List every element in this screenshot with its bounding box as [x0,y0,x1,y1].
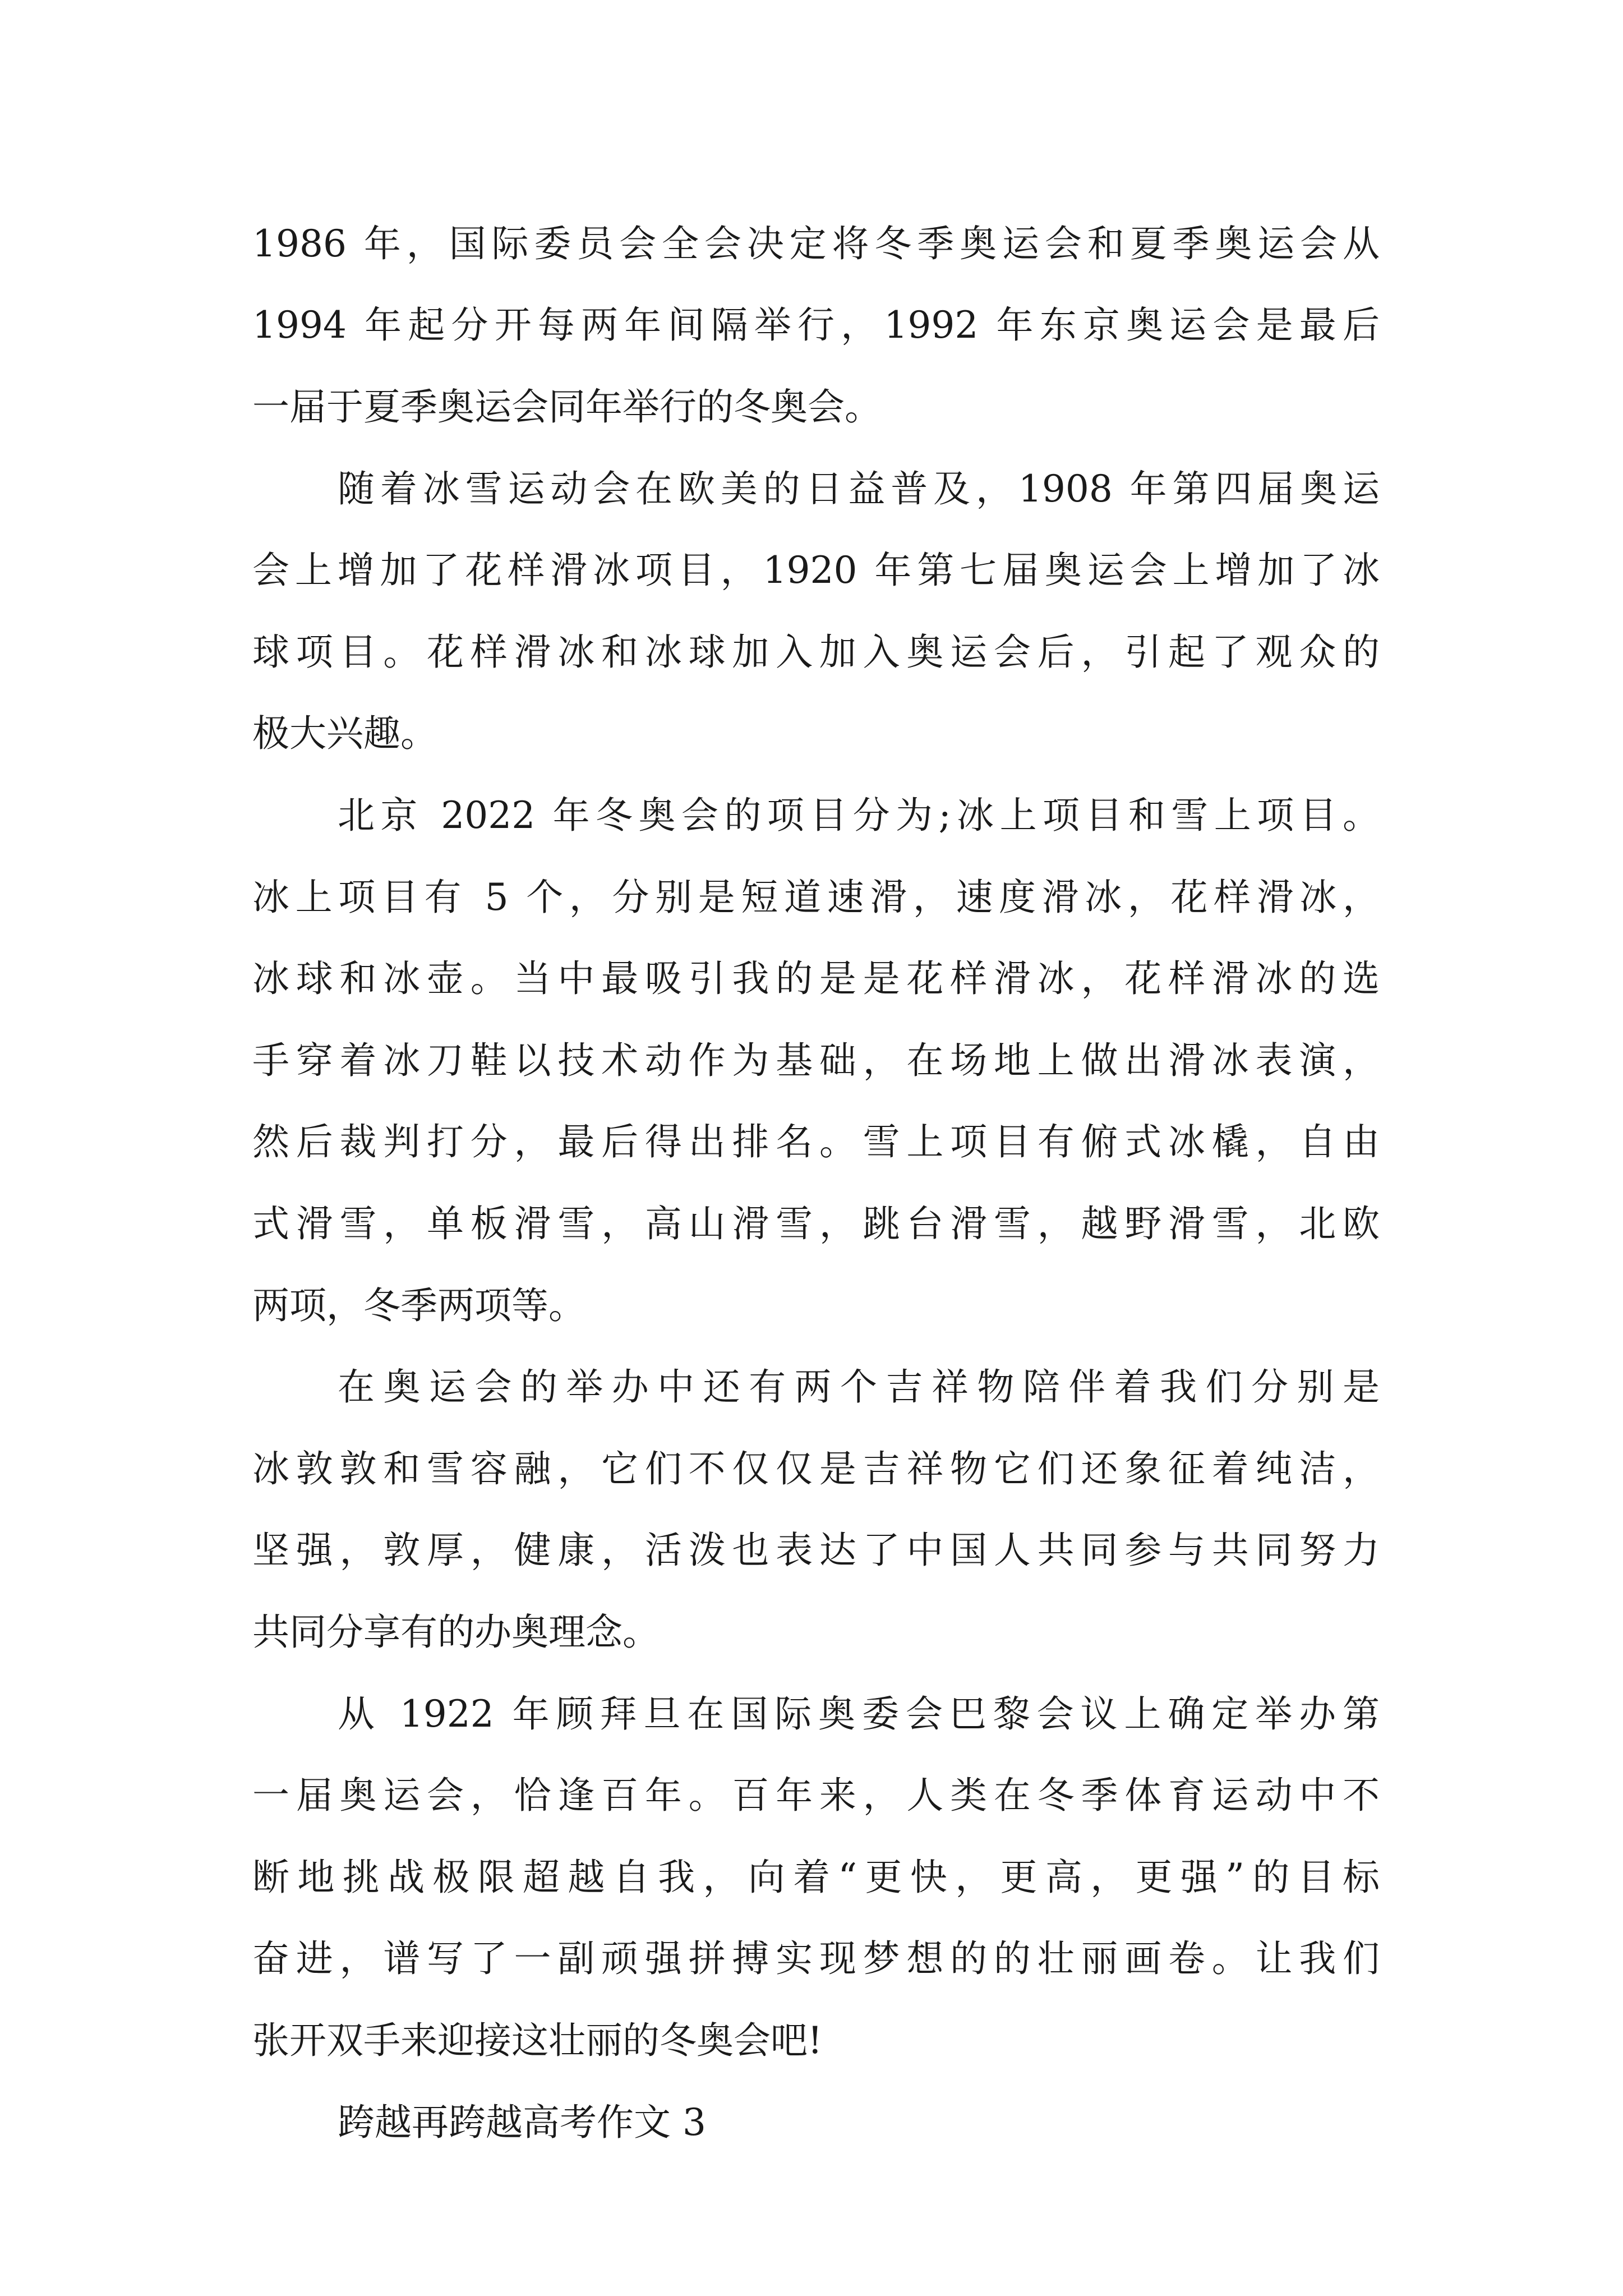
paragraph-5-line-5: 张开双手来迎接这壮丽的冬奥会吧! [252,2019,823,2062]
paragraph-4-line-3: 坚强，敦厚，健康，活泼也表达了中国人共同参与共同努力 [252,1529,1380,1572]
section-heading: 跨越再跨越高考作文 3 [338,2101,706,2144]
paragraph-2-line-2: 会上增加了花样滑冰项目，1920 年第七届奥运会上增加了冰 [252,549,1380,592]
paragraph-2-line-4: 极大兴趣。 [252,712,437,755]
paragraph-1-line-3: 一届于夏季奥运会同年举行的冬奥会。 [252,385,882,429]
paragraph-4-line-4: 共同分享有的办奥理念。 [252,1611,660,1654]
paragraph-3-line-3: 冰球和冰壶。当中最吸引我的是是花样滑冰，花样滑冰的选 [252,957,1380,1000]
paragraph-4-line-2: 冰敦敦和雪容融，它们不仅仅是吉祥物它们还象征着纯洁， [252,1447,1380,1490]
paragraph-3-line-7: 两项，冬季两项等。 [252,1284,585,1327]
paragraph-3-line-1: 北京 2022 年冬奥会的项目分为;冰上项目和雪上项目。 [338,794,1380,837]
paragraph-5-line-1: 从 1922 年顾拜旦在国际奥委会巴黎会议上确定举办第 [338,1692,1380,1736]
paragraph-5-line-3: 断地挑战极限超越自我，向着“更快，更高，更强”的目标 [252,1856,1380,1899]
paragraph-2-line-1: 随着冰雪运动会在欧美的日益普及，1908 年第四届奥运 [338,467,1380,510]
paragraph-2-line-3: 球项目。花样滑冰和冰球加入加入奥运会后，引起了观众的 [252,631,1380,674]
paragraph-5-line-2: 一届奥运会，恰逢百年。百年来，人类在冬季体育运动中不 [252,1774,1380,1817]
paragraph-3-line-4: 手穿着冰刀鞋以技术动作为基础，在场地上做出滑冰表演， [252,1039,1380,1082]
paragraph-1-line-1: 1986 年，国际委员会全会决定将冬季奥运会和夏季奥运会从 [252,222,1380,265]
paragraph-3-line-6: 式滑雪，单板滑雪，高山滑雪，跳台滑雪，越野滑雪，北欧 [252,1202,1380,1245]
paragraph-4-line-1: 在奥运会的举办中还有两个吉祥物陪伴着我们分别是 [338,1365,1380,1409]
paragraph-3-line-2: 冰上项目有 5 个，分别是短道速滑，速度滑冰，花样滑冰， [252,876,1380,919]
paragraph-5-line-4: 奋进，谱写了一副顽强拼搏实现梦想的的壮丽画卷。让我们 [252,1937,1380,1980]
paragraph-1-line-2: 1994 年起分开每两年间隔举行，1992 年东京奥运会是最后 [252,303,1380,347]
paragraph-3-line-5: 然后裁判打分，最后得出排名。雪上项目有俯式冰橇，自由 [252,1120,1380,1163]
